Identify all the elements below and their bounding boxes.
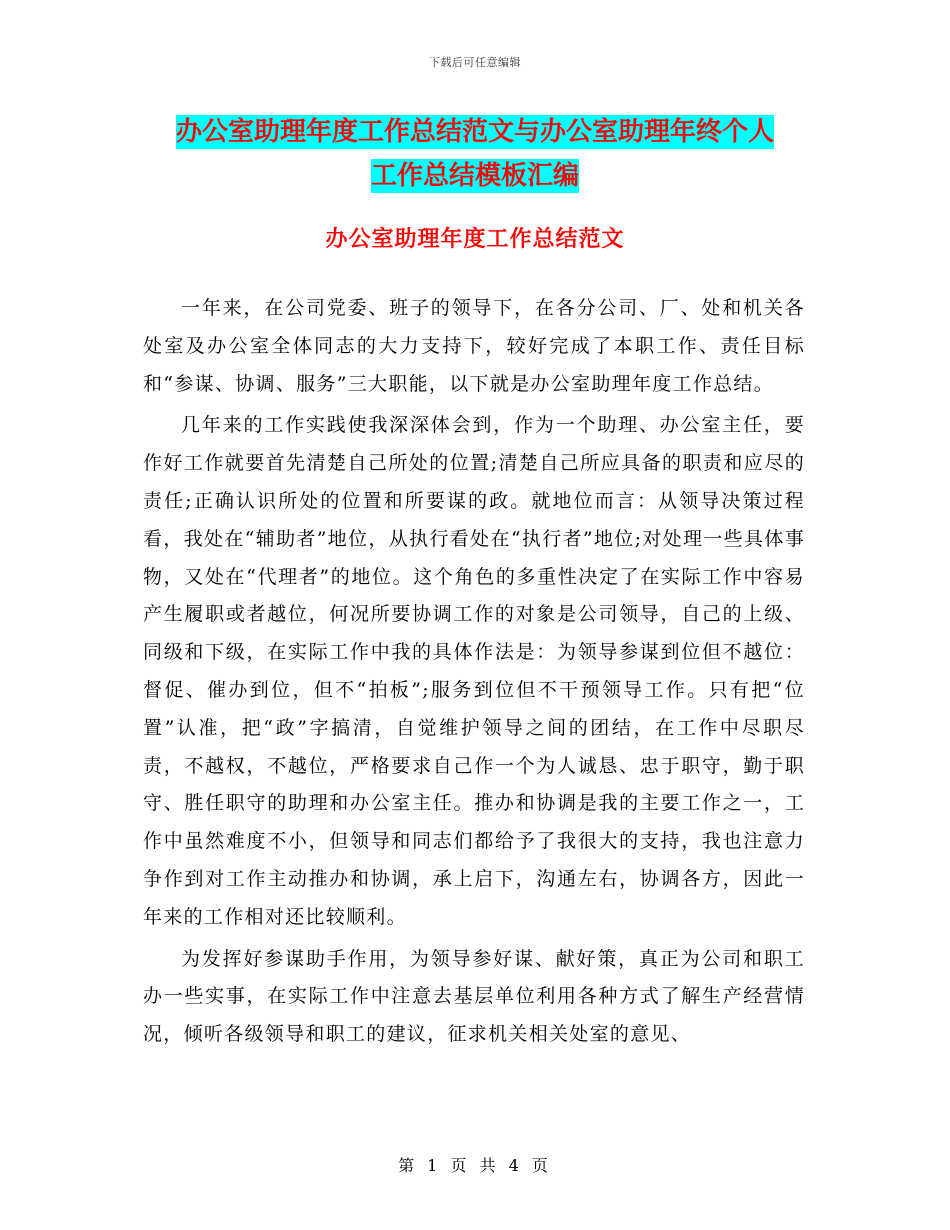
page-header-note: 下载后可任意编辑	[429, 56, 521, 69]
document-body	[143, 290, 805, 1058]
section-title: 办公室助理年度工作总结范文	[325, 227, 625, 252]
paragraph-1: 一年来，在公司党委、班子的领导下，在各分公司、厂、处和机关各处室及办公室全体同志的大力支持下，较好完成了本职工作、责任目标和“参谋、协调、服务”三大职能，以下就是办公室助理年度工作总结。	[143, 297, 805, 395]
document-main-title	[150, 110, 800, 198]
paragraph-3: 为发挥好参谋助手作用，为领导参好谋、献好策，真正为公司和职工办一些实事，在实际工作中注意去基层单位利用各种方式了解生产经营情况，倾听各级领导和职工的建议，征求机关相关处室的意见、	[143, 947, 805, 1046]
paragraph-2: 几年来的工作实践使我深深体会到，作为一个助理、办公室主任，要作好工作就要首先清楚自己所处的位置;清楚自己所应具备的职责和应尽的责任;正确认识所处的位置和所要谋的政。就地位而言：从领导决策过程看，我处在“辅助者”地位，从执行看处在“执行者”地位;对处理一些具体事物，又处在“代理者”的地位。这个角色的多重性决定了在实际工作中容易产生履职或者越位，何况所要协调工作的对象是公司领导，自己的上级、同级和下级，在实际工作中我的具体作法是：为领导参谋到位但不越位：督促、催办到位，但不“拍板”;服务到位但不干预领导工作。只有把“位置”认准，把“政”字搞清，自觉维护领导之间的团结，在工作中尽职尽责，不越权，不越位，严格要求自己作一个为人诚恳、忠于职守，勤于职守、胜任职守的助理和办公室主任。推办和协调是我的主要工作之一，工作中虽然难度不小，但领导和同志们都给予了我很大的支持，我也注意力争作到对工作主动推办和协调，承上启下，沟通左右，协调各方，因此一年来的工作相对还比较顺利。	[143, 414, 805, 928]
page-number-footer: 第 1 页 共 4 页	[398, 1156, 552, 1175]
main-title-line-1: 办公室助理年度工作总结范文与办公室助理年终个人	[175, 117, 774, 147]
main-title-line-2: 工作总结模板汇编	[370, 161, 579, 191]
